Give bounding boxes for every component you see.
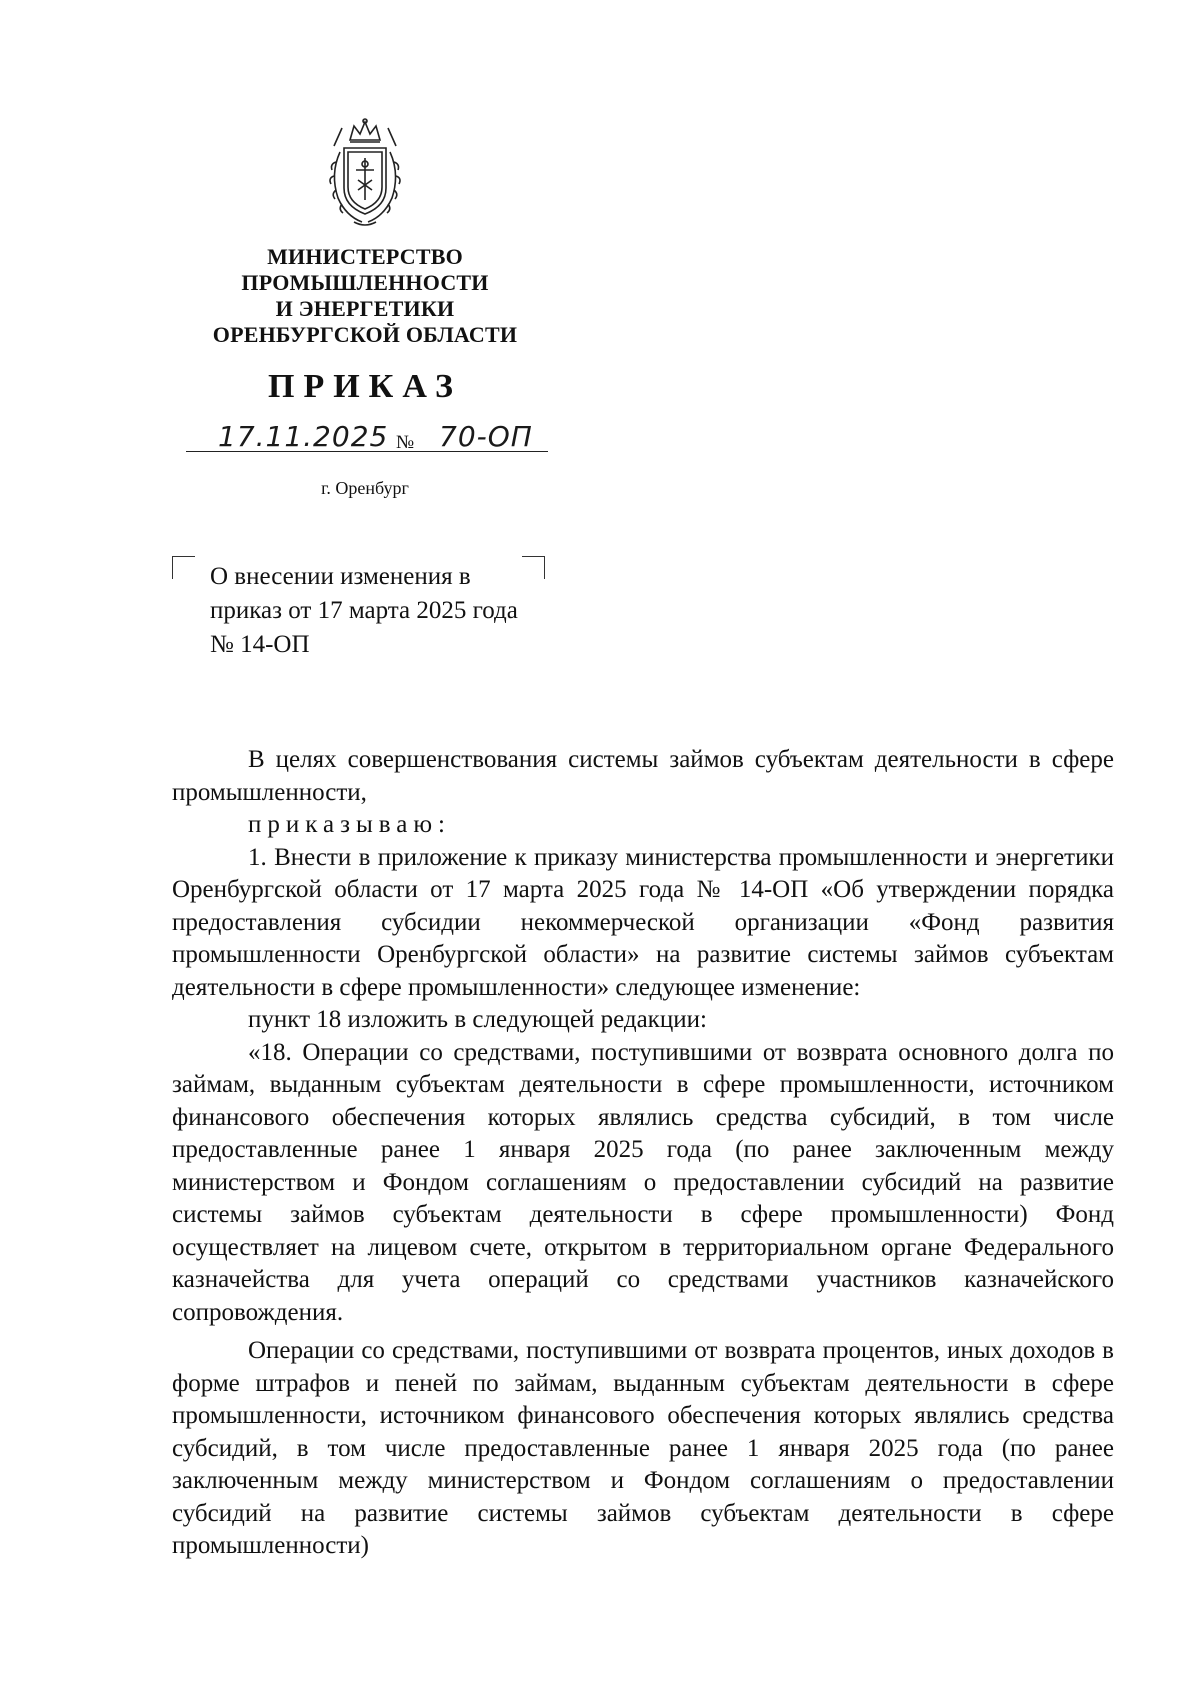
document-type-title: ПРИКАЗ <box>268 368 462 405</box>
ministry-line: И ЭНЕРГЕТИКИ <box>275 296 455 321</box>
ministry-name <box>180 244 550 348</box>
document-body <box>172 744 1114 1563</box>
city-name: г. Оренбург <box>321 478 409 498</box>
order-verb: приказываю: <box>248 811 451 838</box>
underline-rule <box>186 451 548 452</box>
subject-line: № 14-ОП <box>210 631 310 658</box>
body-paragraph: пункт 18 изложить в следующей редакции: <box>248 1006 707 1033</box>
number-sign: № <box>396 432 415 453</box>
body-paragraph: «18. Операции со средствами, поступившими от возврата основного долга по займам, выданным субъектам деятельности в сфере промышленности, источником финансового обеспечения которых являлись средства субсидий, в том числе предоставленные ранее 1 января 2025 года (по ранее заключенным между министерством и Фондом соглашениям о предоставлении субсидий на развитие системы займов субъектам деятельности в сфере промышленности) Фонд осуществляет на лицевом счете, открытом в территориальном органе Федерального казначейства для учета операций со средствами участников казначейского сопровождения. <box>172 1038 1114 1326</box>
body-paragraph: Операции со средствами, поступившими от возврата процентов, иных доходов в форме штрафов и пеней по займам, выданным субъектам деятельности в сфере промышленности, источником финансового обеспечения которых являлись средства субсидий, в том числе предоставленные ранее 1 января 2025 года (по ранее заключенным между министерством и Фондом соглашениям о предоставлении субсидий на развитие системы займов субъектам деятельности в сфере промышленности) <box>172 1337 1114 1559</box>
subject-corner-left <box>172 556 195 579</box>
document-subject <box>210 560 580 662</box>
subject-line: приказ от 17 марта 2025 года <box>210 597 518 624</box>
ministry-line: МИНИСТЕРСТВО <box>267 244 463 269</box>
body-paragraph: В целях совершенствования системы займов субъектам деятельности в сфере промышленности, <box>172 746 1114 806</box>
ministry-line: ПРОМЫШЛЕННОСТИ <box>241 270 489 295</box>
date-number-line <box>186 420 548 454</box>
subject-line: О внесении изменения в <box>210 563 471 590</box>
ministry-line: ОРЕНБУРГСКОЙ ОБЛАСТИ <box>212 322 518 347</box>
orenburg-coat-of-arms-icon <box>326 118 404 230</box>
body-paragraph: 1. Внести в приложение к приказу министерства промышленности и энергетики Оренбургской области от 17 марта 2025 года № 14-ОП «Об утверждении порядка предоставления субсидии некоммерческой организации «Фонд развития промышленности Оренбургской области» на развитие системы займов субъектам деятельности в сфере промышленности» следующее изменение: <box>172 843 1114 1001</box>
handwritten-date: 17.11.2025 <box>218 420 389 453</box>
handwritten-number: 70-ОП <box>439 420 533 453</box>
